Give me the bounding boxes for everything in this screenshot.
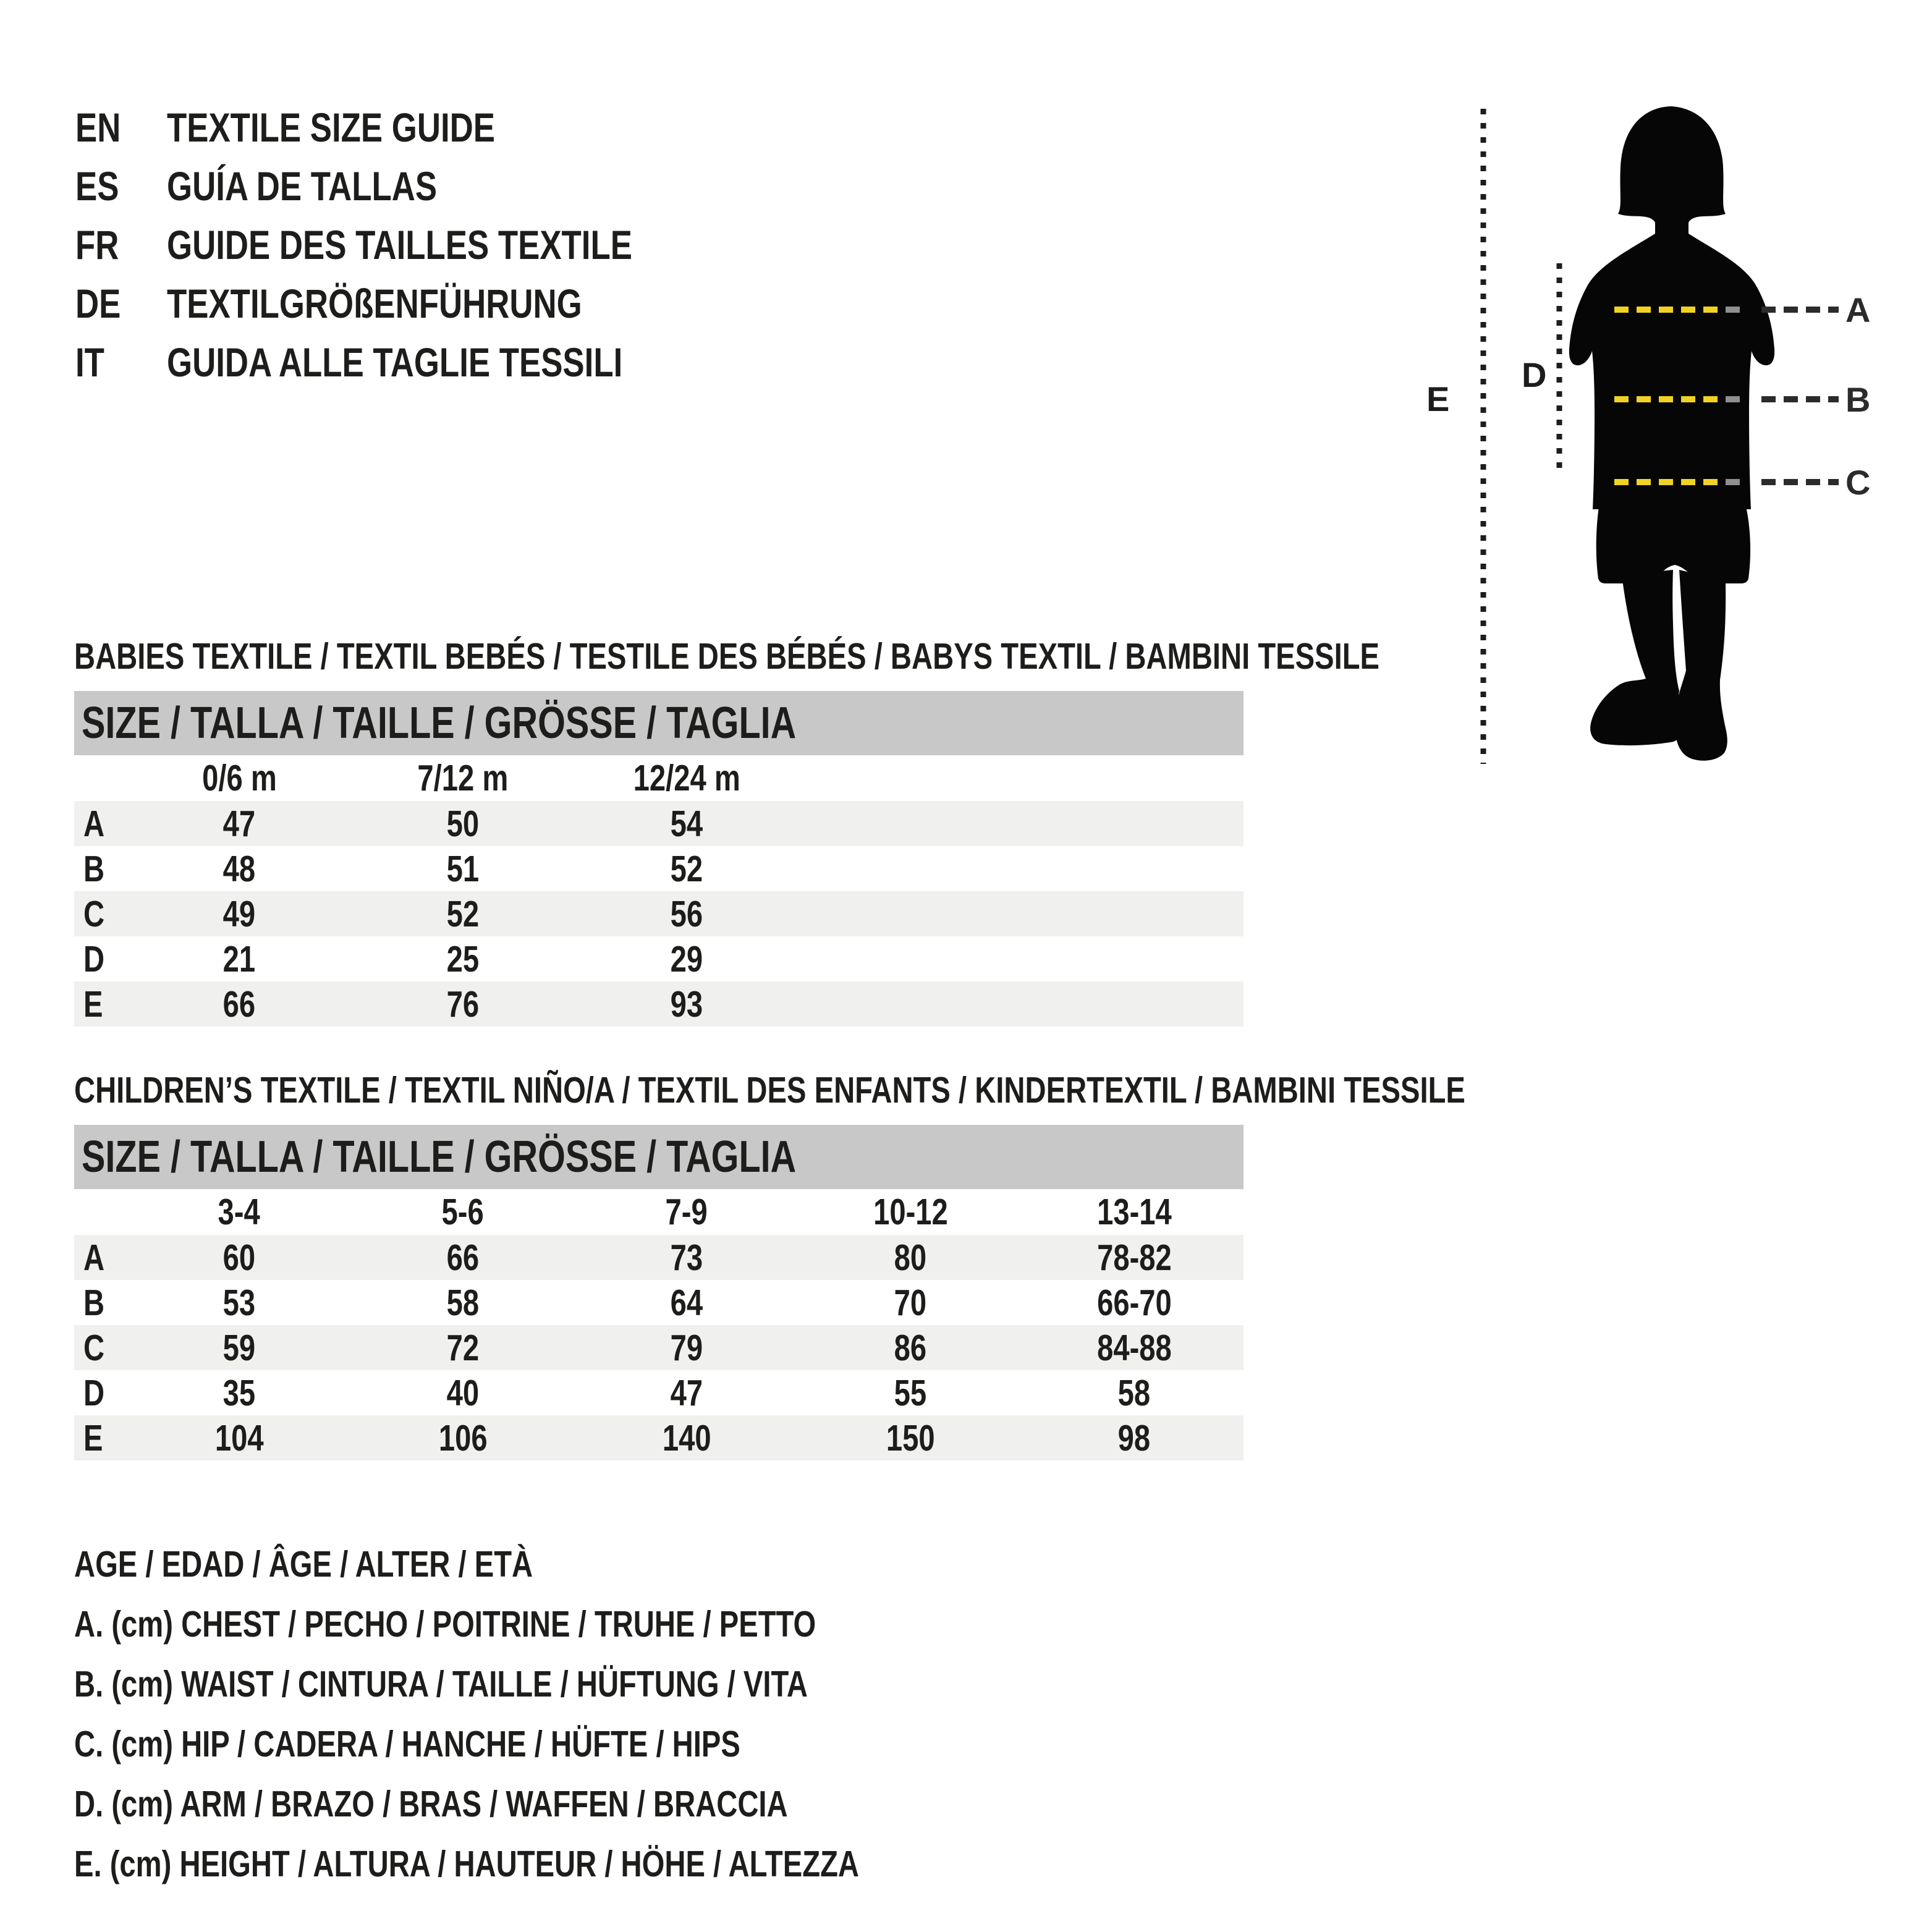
size-cell: 73	[670, 1237, 703, 1278]
table-row-c	[74, 891, 1244, 936]
size-cell: 98	[1117, 1417, 1151, 1459]
column-header: 7/12 m	[417, 758, 509, 799]
column-header: 0/6 m	[201, 758, 277, 799]
babies-table	[74, 801, 1244, 1027]
table-row-b	[74, 1280, 1244, 1325]
children-size-header-bar	[74, 1125, 1244, 1189]
size-cell: 84-88	[1096, 1327, 1172, 1368]
language-row-fr	[75, 215, 748, 274]
language-code: ES	[75, 163, 119, 209]
size-cell: 51	[446, 848, 480, 889]
language-code: EN	[75, 104, 121, 150]
children-column-headers	[74, 1189, 1246, 1235]
size-cell: 93	[670, 983, 703, 1025]
size-cell: 64	[670, 1282, 703, 1323]
row-label: C	[83, 1327, 105, 1368]
size-cell: 56	[670, 893, 703, 934]
size-cell: 47	[670, 1372, 703, 1413]
measurement-figure-svg	[1409, 93, 1932, 803]
legend-line-age: AGE / EDAD / ÂGE / ALTER / ETÀ	[74, 1543, 533, 1585]
size-cell: 25	[446, 938, 480, 980]
size-cell: 52	[670, 848, 703, 889]
row-label: A	[83, 803, 105, 844]
children-size-header-text: SIZE / TALLA / TAILLE / GRÖSSE / TAGLIA	[82, 1132, 797, 1182]
language-code: DE	[75, 280, 121, 326]
table-row-e	[74, 1415, 1244, 1460]
children-table	[74, 1235, 1244, 1460]
size-cell: 58	[446, 1282, 480, 1323]
babies-section-title-text: BABIES TEXTILE / TEXTIL BEBÉS / TESTILE DES BÉBÉS / BABYS TEXTIL / BAMBINI TESSILE	[74, 636, 1380, 677]
language-row-de	[75, 274, 748, 333]
children-section-title-text: CHILDREN’S TEXTILE / TEXTIL NIÑO/A / TEXTIL DES ENFANTS / KINDERTEXTIL / BAMBINI TESSILE	[74, 1070, 1465, 1111]
table-row-e	[74, 981, 1244, 1027]
label-e: E	[1426, 379, 1450, 418]
size-cell: 66	[222, 983, 256, 1025]
babies-size-header-bar	[74, 691, 1244, 755]
table-row-d	[74, 936, 1244, 981]
label-d: D	[1522, 355, 1547, 394]
row-label: C	[83, 893, 105, 934]
language-title: TEXTILGRÖßENFÜHRUNG	[167, 280, 582, 326]
table-row-d	[74, 1370, 1244, 1415]
language-row-es	[75, 156, 748, 215]
size-cell: 35	[222, 1372, 256, 1413]
column-header: 10-12	[873, 1192, 948, 1232]
row-label: D	[83, 938, 105, 980]
babies-column-headers	[74, 755, 799, 801]
table-row-a	[74, 1235, 1244, 1280]
row-label: E	[83, 983, 103, 1025]
column-header: 12/24 m	[633, 758, 740, 799]
child-shorts-shape	[1596, 507, 1750, 583]
legend-line-chest: A. (cm) CHEST / PECHO / POITRINE / TRUHE / PETTO	[74, 1603, 816, 1645]
language-title: TEXTILE SIZE GUIDE	[167, 104, 495, 150]
measurement-figure	[1409, 93, 1932, 803]
table-row-b	[74, 846, 1244, 891]
label-c: C	[1845, 463, 1871, 502]
column-header: 3-4	[218, 1192, 261, 1232]
row-label: E	[83, 1417, 103, 1459]
row-label: B	[83, 848, 105, 889]
size-cell: 52	[446, 893, 480, 934]
row-label: D	[83, 1372, 105, 1413]
size-cell: 76	[446, 983, 480, 1025]
column-header: 7-9	[665, 1192, 708, 1232]
column-header: 13-14	[1096, 1192, 1172, 1232]
language-row-it	[75, 333, 748, 391]
language-title-list	[75, 98, 748, 391]
language-title: GUIDE DES TAILLES TEXTILE	[167, 221, 632, 268]
label-a: A	[1845, 290, 1871, 329]
legend-line-waist: B. (cm) WAIST / CINTURA / TAILLE / HÜFTUNG / VITA	[74, 1663, 808, 1705]
size-cell: 150	[886, 1417, 935, 1459]
size-cell: 21	[222, 938, 256, 980]
babies-size-header-text: SIZE / TALLA / TAILLE / GRÖSSE / TAGLIA	[82, 698, 797, 748]
language-row-en	[75, 98, 748, 156]
language-title: GUÍA DE TALLAS	[167, 163, 438, 209]
size-cell: 66	[446, 1237, 480, 1278]
language-code: IT	[75, 339, 104, 385]
size-cell: 79	[670, 1327, 703, 1368]
size-cell: 40	[446, 1372, 480, 1413]
size-cell: 78-82	[1096, 1237, 1172, 1278]
language-title: GUIDA ALLE TAGLIE TESSILI	[167, 339, 623, 385]
size-cell: 53	[222, 1282, 256, 1323]
size-cell: 72	[446, 1327, 480, 1368]
legend-line-arm: D. (cm) ARM / BRAZO / BRAS / WAFFEN / BRACCIA	[74, 1783, 788, 1824]
babies-section-title	[74, 635, 1706, 677]
size-cell: 50	[446, 803, 480, 844]
size-cell: 60	[222, 1237, 256, 1278]
size-cell: 70	[894, 1282, 927, 1323]
size-cell: 49	[222, 893, 256, 934]
table-row-a	[74, 801, 1244, 846]
size-cell: 140	[662, 1417, 711, 1459]
legend-line-height: E. (cm) HEIGHT / ALTURA / HAUTEUR / HÖHE / ALTEZZA	[74, 1843, 859, 1884]
size-cell: 86	[894, 1327, 927, 1368]
size-cell: 59	[222, 1327, 256, 1368]
measurement-legend	[74, 1534, 1056, 1894]
column-header: 5-6	[441, 1192, 485, 1232]
size-cell: 29	[670, 938, 703, 980]
language-code: FR	[75, 221, 119, 268]
children-section-title	[74, 1069, 1813, 1111]
legend-line-hip: C. (cm) HIP / CADERA / HANCHE / HÜFTE / HIPS	[74, 1723, 740, 1765]
size-cell: 54	[670, 803, 703, 844]
row-label: A	[83, 1237, 105, 1278]
label-b: B	[1845, 380, 1871, 419]
size-cell: 55	[894, 1372, 927, 1413]
size-cell: 104	[214, 1417, 264, 1459]
table-row-c	[74, 1325, 1244, 1370]
size-cell: 48	[222, 848, 256, 889]
size-cell: 47	[222, 803, 256, 844]
size-cell: 58	[1117, 1372, 1151, 1413]
row-label: B	[83, 1282, 105, 1323]
size-cell: 106	[438, 1417, 488, 1459]
size-cell: 66-70	[1096, 1282, 1172, 1323]
size-cell: 80	[894, 1237, 927, 1278]
